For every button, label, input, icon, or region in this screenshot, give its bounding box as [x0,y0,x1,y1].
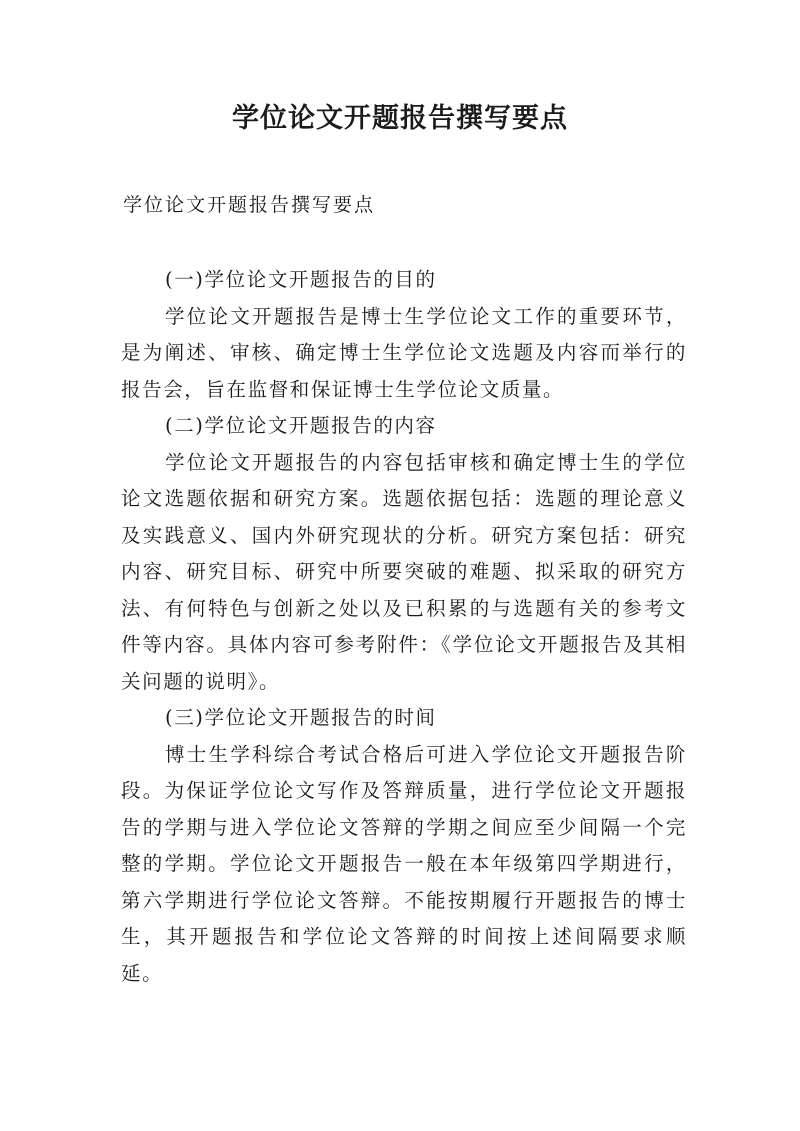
section-heading-time: (三)学位论文开题报告的时间 [165,706,437,729]
document-subtitle: 学位论文开题报告撰写要点 [123,194,376,216]
document-title: 学位论文开题报告撰写要点 [232,103,568,134]
section-paragraph-content: 学位论文开题报告的内容包括审核和确定博士生的学位论文选题依据和研究方案。选题依据包括：选题的理论意义及实践意义、国内外研究现状的分析。研究方案包括：研究内容、研究目标、研究中所要突破的难题、拟采取的研究方法、有何特色与创新之处以及已积累的与选题有关的参考文件等内容。具体内容可参考附件：《学位论文开题报告及其相关问题的说明》。 [121,450,687,693]
section-heading-purpose: (一)学位论文开题报告的目的 [165,268,437,291]
section-paragraph-time: 博士生学科综合考试合格后可进入学位论文开题报告阶段。为保证学位论文写作及答辩质量，进行学位论文开题报告的学期与进入学位论文答辩的学期之间应至少间隔一个完整的学期。学位论文开题报告一般在本年级第四学期进行，第六学期进行学位论文答辩。不能按期履行开题报告的博士生，其开题报告和学位论文答辩的时间按上述间隔要求顺延。 [121,742,687,985]
section-heading-content: (二)学位论文开题报告的内容 [165,414,437,437]
section-paragraph-purpose: 学位论文开题报告是博士生学位论文工作的重要环节，是为阐述、审核、确定博士生学位论文选题及内容而举行的报告会，旨在监督和保证博士生学位论文质量。 [121,304,687,401]
document-body [121,262,687,992]
